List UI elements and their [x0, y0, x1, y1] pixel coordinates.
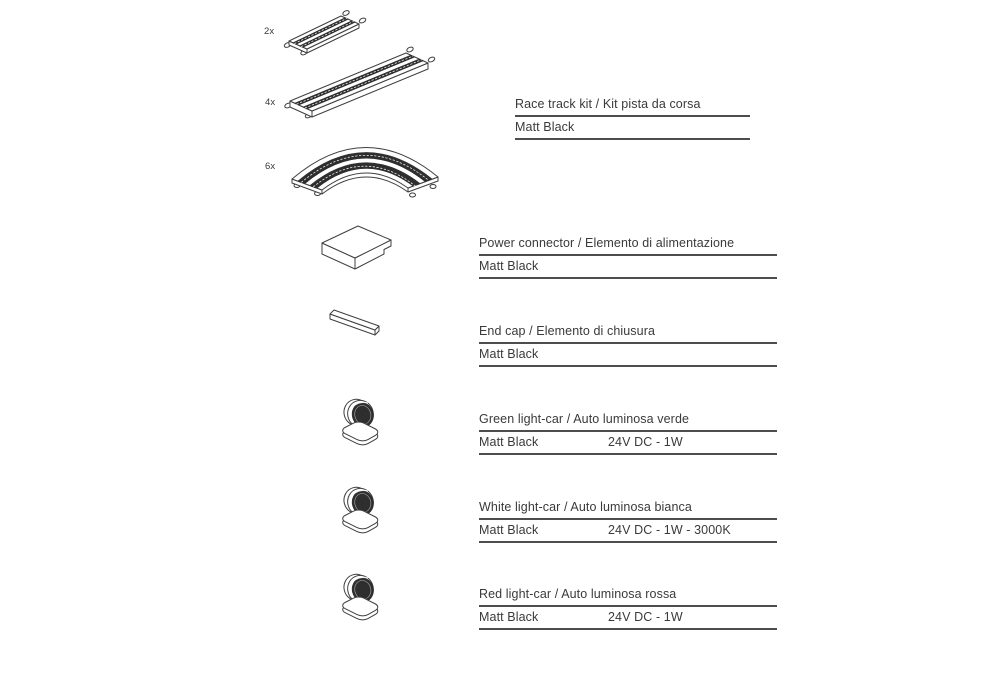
spec-row	[479, 520, 777, 543]
red-light-car-drawing	[334, 568, 384, 621]
end-cap-drawing	[327, 306, 385, 340]
curved-track-drawing	[286, 139, 444, 201]
spec-green-light-car	[479, 412, 777, 455]
spec-value: 24V DC - 1W - 3000K	[608, 523, 731, 537]
white-light-car-drawing	[334, 481, 384, 534]
spec-finish: Matt Black	[479, 435, 539, 449]
spec-finish: Matt Black	[515, 120, 575, 134]
spec-white-light-car	[479, 500, 777, 543]
spec-value: 24V DC - 1W	[608, 435, 683, 449]
spec-row	[479, 344, 777, 367]
spec-title: End cap / Elemento di chiusura	[479, 324, 777, 344]
green-light-car-drawing	[334, 393, 384, 446]
spec-race-track-kit	[515, 97, 750, 140]
spec-title: Power connector / Elemento di alimentazione	[479, 236, 777, 256]
spec-title: Race track kit / Kit pista da corsa	[515, 97, 750, 117]
spec-value: 24V DC - 1W	[608, 610, 683, 624]
spec-finish: Matt Black	[479, 259, 539, 273]
spec-title: Red light-car / Auto luminosa rossa	[479, 587, 777, 607]
qty-label-short-track: 2x	[264, 26, 275, 37]
spec-row	[479, 607, 777, 630]
spec-finish: Matt Black	[479, 347, 539, 361]
spec-finish: Matt Black	[479, 610, 539, 624]
qty-label-curved-track: 6x	[265, 161, 276, 172]
spec-row	[479, 256, 777, 279]
spec-row	[515, 117, 750, 140]
spec-finish: Matt Black	[479, 523, 539, 537]
spec-title: White light-car / Auto luminosa bianca	[479, 500, 777, 520]
spec-end-cap	[479, 324, 777, 367]
qty-label-long-track: 4x	[265, 97, 276, 108]
long-straight-track-drawing	[284, 45, 442, 131]
spec-row	[479, 432, 777, 455]
spec-red-light-car	[479, 587, 777, 630]
spec-power-connector	[479, 236, 777, 279]
power-connector-drawing	[314, 221, 398, 278]
spec-title: Green light-car / Auto luminosa verde	[479, 412, 777, 432]
